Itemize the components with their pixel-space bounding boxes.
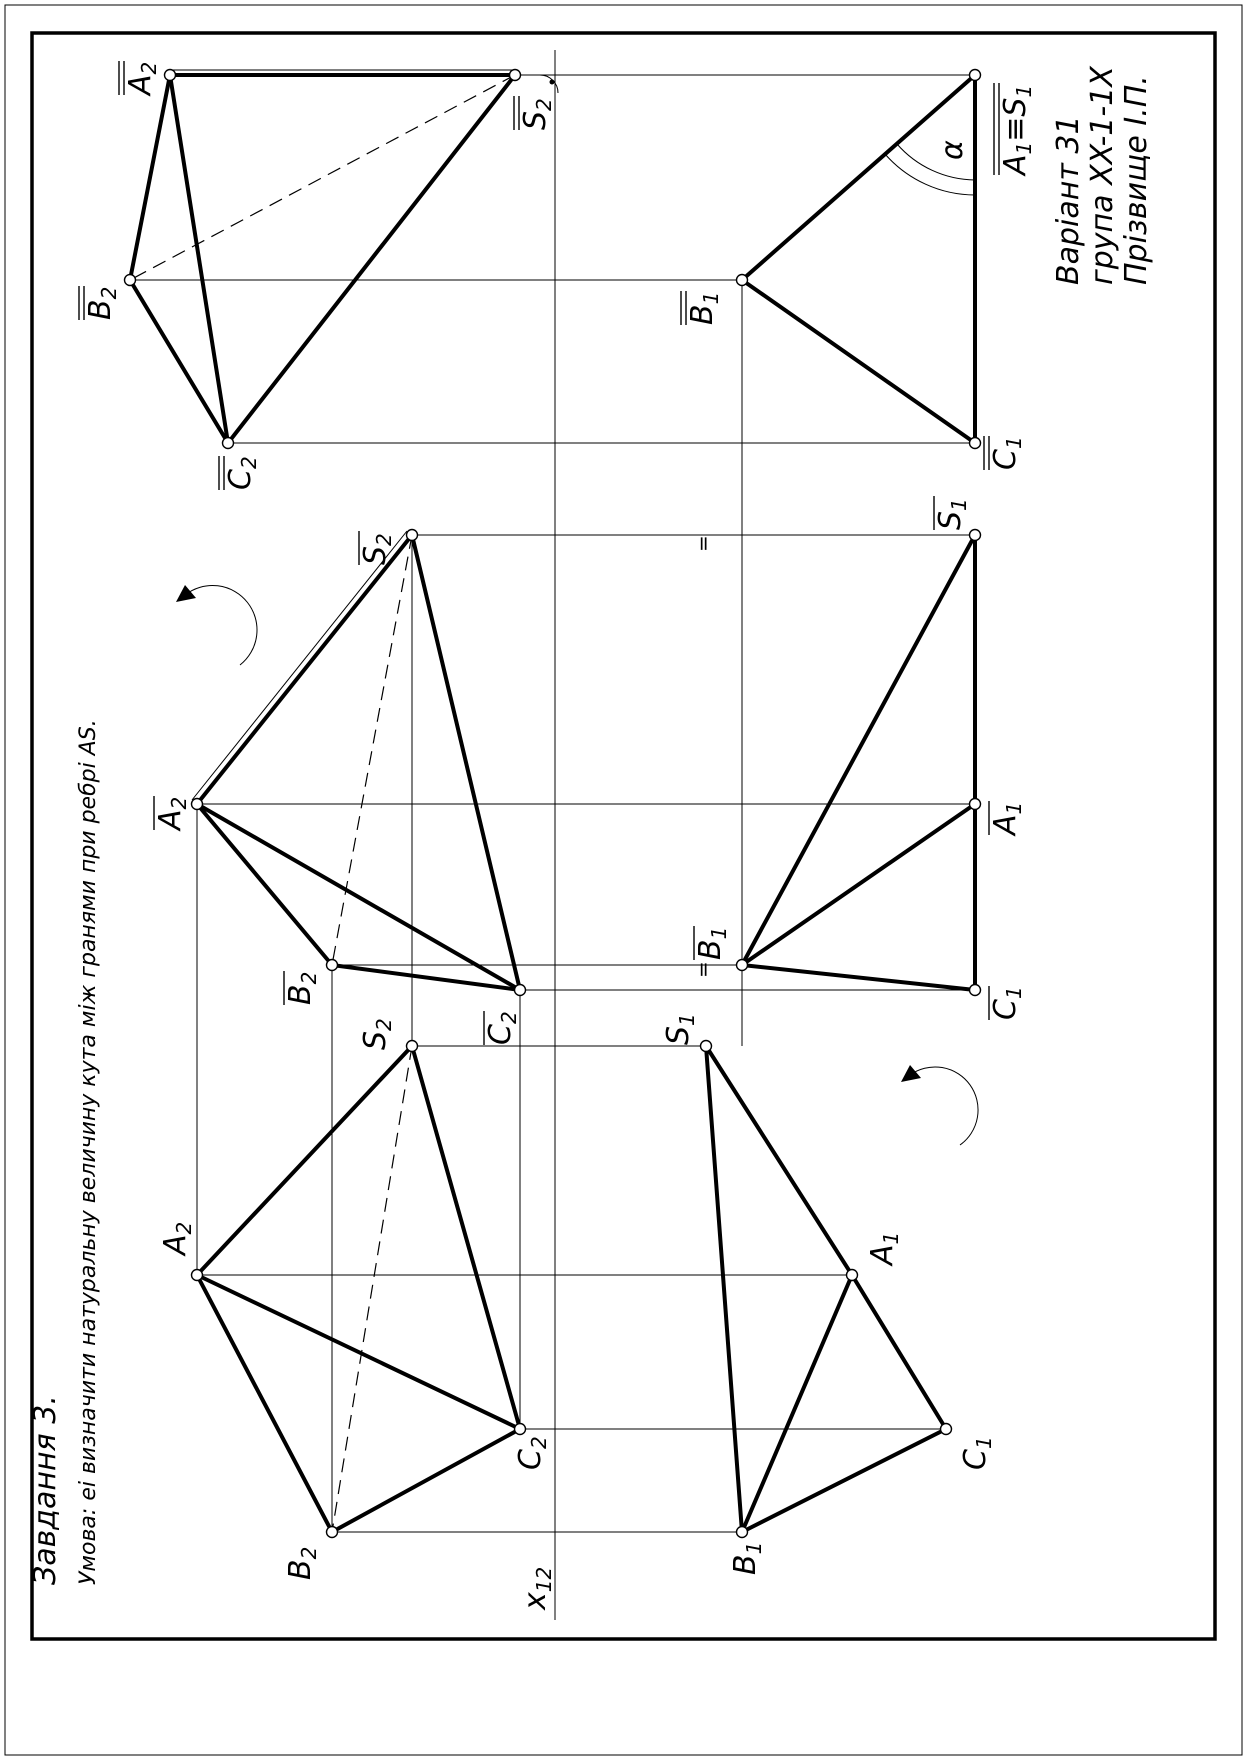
view-rotated-twice-horizontal: [742, 75, 975, 443]
point-label-C2: [513, 1436, 551, 1470]
axis-label: [518, 1567, 556, 1611]
parallel-mark-frontal: =: [691, 535, 715, 552]
point-label-C2-dbar: [219, 456, 261, 490]
point-label-text: $B_2$: [283, 971, 321, 1005]
view-original-frontal: [197, 1046, 520, 1532]
point-C2-dbar: [223, 438, 234, 449]
point-label-B2: [283, 1547, 321, 1580]
point-label-text: $A_1\equiv S_1$: [998, 84, 1036, 175]
point-label-text: $S_1$: [661, 1013, 699, 1045]
point-label-text: $B_2$: [83, 286, 121, 320]
point-A1S1-dbar: [970, 70, 981, 81]
point-label-text: $S_2$: [518, 98, 556, 130]
point-label-text: $A_2$: [123, 61, 161, 95]
point-A2-dbar: [165, 70, 176, 81]
point-label-A1: [865, 1232, 903, 1267]
point-label-C1-dbar: [984, 436, 1026, 470]
point-S1: [701, 1041, 712, 1052]
point-label-text: $C_2$: [483, 1011, 521, 1045]
rotation-arrow-1: [176, 585, 257, 665]
point-C1-dbar: [970, 438, 981, 449]
point-C1-bar: [970, 985, 981, 996]
point-B2: [327, 1527, 338, 1538]
point-label-text: $B_2$: [283, 1546, 321, 1580]
point-label-text: $C_2$: [223, 456, 261, 490]
point-label-text: $A_2$: [153, 796, 191, 830]
point-label-text: $A_2$: [158, 1221, 196, 1255]
task-text: [28, 719, 101, 1585]
point-label-text: $S_1$: [933, 498, 971, 530]
point-label-B2-dbar: [79, 286, 121, 320]
svg-text:x12: [518, 1567, 556, 1611]
stamp-surname: Прізвище І.П.: [1119, 75, 1154, 285]
point-S1-bar: [970, 530, 981, 541]
view-rotated-twice-frontal: [130, 70, 515, 443]
point-label-A2-dbar: [119, 61, 161, 97]
drawing-frame: [32, 33, 1215, 1639]
stamp-group: група XX-1-1X: [1085, 66, 1120, 285]
rotation-arrow-2: [901, 1065, 978, 1145]
point-label-text: $S_2$: [358, 1018, 396, 1050]
point-B1: [737, 1527, 748, 1538]
point-label-text: $S_2$: [358, 533, 396, 565]
point-label-text: $A_1$: [865, 1231, 903, 1265]
angle-label: α: [935, 140, 970, 160]
point-label-text: $A_1$: [988, 801, 1026, 835]
point-B2-dbar: [125, 275, 136, 286]
point-A2-bar: [192, 799, 203, 810]
stamp-variant: Варіант 31: [1051, 115, 1086, 285]
point-B1-bar: [737, 960, 748, 971]
point-A2: [192, 1270, 203, 1281]
point-A1-bar: [970, 799, 981, 810]
point-label-text: $C_1$: [988, 986, 1026, 1020]
point-label-C1-bar: [988, 986, 1026, 1020]
point-S2: [407, 1041, 418, 1052]
point-label-C2-bar: [483, 1011, 521, 1045]
point-label-A1-bar: [988, 801, 1026, 837]
point-label-A2: [158, 1222, 196, 1257]
point-B1-dbar: [737, 275, 748, 286]
view-rotated-horizontal: [742, 535, 975, 990]
point-label-B1: [728, 1542, 766, 1575]
point-label-A2-bar: [153, 796, 191, 832]
point-label-text: $B_1$: [693, 926, 731, 960]
point-B2-bar: [327, 960, 338, 971]
point-S2-bar: [407, 530, 418, 541]
point-label-B1-dbar: [681, 291, 723, 325]
view-rotated-frontal: [192, 531, 520, 990]
point-label-A1S1-dbar: [994, 83, 1036, 177]
view-original-horizontal: [706, 1046, 946, 1532]
point-label-S1-bar: [933, 496, 971, 530]
point-label-text: $C_1$: [958, 1436, 996, 1470]
axis-letter: x: [518, 1592, 553, 1610]
point-label-C1: [958, 1436, 996, 1470]
task-title: Завдання 3.: [28, 1395, 63, 1585]
point-A1: [847, 1270, 858, 1281]
axis-subscript: 12: [532, 1566, 556, 1593]
point-label-text: $C_1$: [988, 436, 1026, 470]
point-label-S2-dbar: [514, 96, 556, 130]
point-C1: [941, 1424, 952, 1435]
point-label-S2: [358, 1018, 396, 1050]
point-C2-bar: [515, 985, 526, 996]
point-label-text: $B_1$: [728, 1541, 766, 1575]
parallel-mark-horizontal: =: [691, 961, 715, 978]
point-label-text: $C_2$: [513, 1436, 551, 1470]
point-C2: [515, 1424, 526, 1435]
point-label-S1: [661, 1013, 699, 1045]
task-condition: Умова: ei визначити натуральну величину кута між гранями при ребрі AS.: [76, 719, 101, 1585]
point-label-B1-bar: [693, 926, 731, 960]
point-label-S2-bar: [358, 531, 396, 565]
point-label-B2-bar: [283, 971, 321, 1005]
point-S2-dbar: [510, 70, 521, 81]
title-stamp: [1051, 65, 1154, 285]
point-label-text: $B_1$: [685, 291, 723, 325]
